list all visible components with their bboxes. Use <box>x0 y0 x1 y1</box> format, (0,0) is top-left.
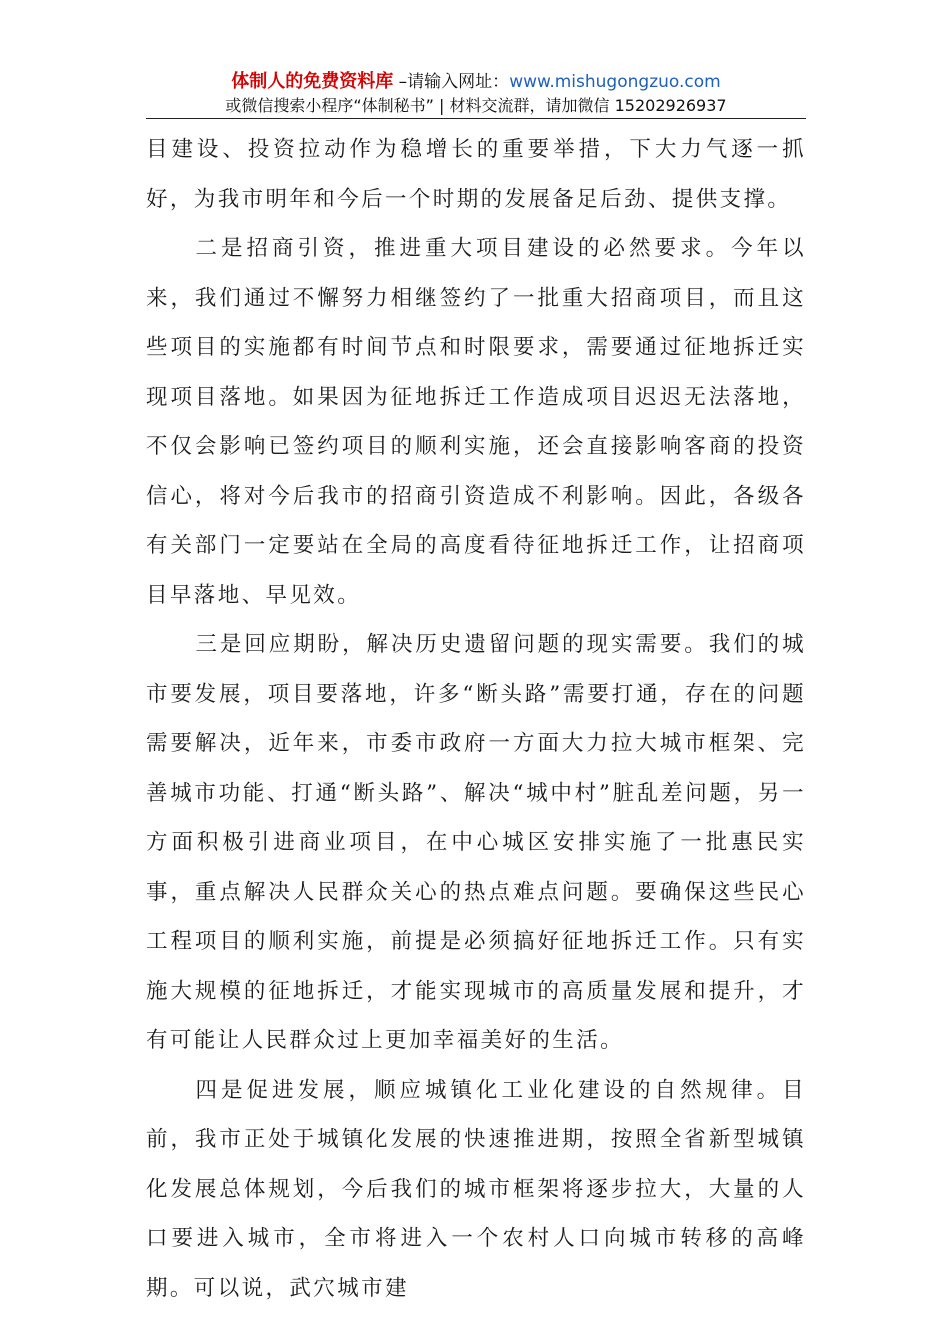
header-url-prompt: –请输入网址： <box>393 72 510 92</box>
document-header <box>146 70 806 118</box>
header-site-name: 体制人的免费资料库 <box>231 71 394 92</box>
header-url-link[interactable]: www.mishugongzuo.com <box>509 72 721 92</box>
header-divider <box>146 118 806 119</box>
paragraph-point-four: 四是促进发展，顺应城镇化工业化建设的自然规律。目前，我市正处于城镇化发展的快速推进期，按照全省新型城镇化发展总体规划，今后我们的城市框架将逐步拉大，大量的人口要进入城市，全市将进入一个农村人口向城市转移的高峰期。可以说，武穴城市建 <box>146 1077 806 1301</box>
header-line-2: 或微信搜索小程序“体制秘书” | 材料交流群，请加微信 15202926937 <box>225 96 727 115</box>
paragraph-point-two: 二是招商引资，推进重大项目建设的必然要求。今年以来，我们通过不懈努力相继签约了一批重大招商项目，而且这些项目的实施都有时间节点和时限要求，需要通过征地拆迁实现项目落地。如果因为征地拆迁工作造成项目迟迟无法落地，不仅会影响已签约项目的顺利实施，还会直接影响客商的投资信心，将对今后我市的招商引资造成不利影响。因此，各级各有关部门一定要站在全局的高度看待征地拆迁工作，让招商项目早落地、早见效。 <box>146 236 806 608</box>
paragraph-continuation: 目建设、投资拉动作为稳增长的重要举措，下大力气逐一抓好，为我市明年和今后一个时期的发展备足后劲、提供支撑。 <box>146 137 806 212</box>
paragraph-point-three: 三是回应期盼，解决历史遗留问题的现实需要。我们的城市要发展，项目要落地，许多“断头路”需要打通，存在的问题需要解决，近年来，市委市政府一方面大力拉大城市框架、完善城市功能、打通“断头路”、解决“城中村”脏乱差问题，另一方面积极引进商业项目，在中心城区安排实施了一批惠民实事，重点解决人民群众关心的热点难点问题。要确保这些民心工程项目的顺利实施，前提是必须搞好征地拆迁工作。只有实施大规模的征地拆迁，才能实现城市的高质量发展和提升，才有可能让人民群众过上更加幸福美好的生活。 <box>146 632 806 1053</box>
document-body <box>146 125 806 1313</box>
header-line-1 <box>146 70 806 94</box>
